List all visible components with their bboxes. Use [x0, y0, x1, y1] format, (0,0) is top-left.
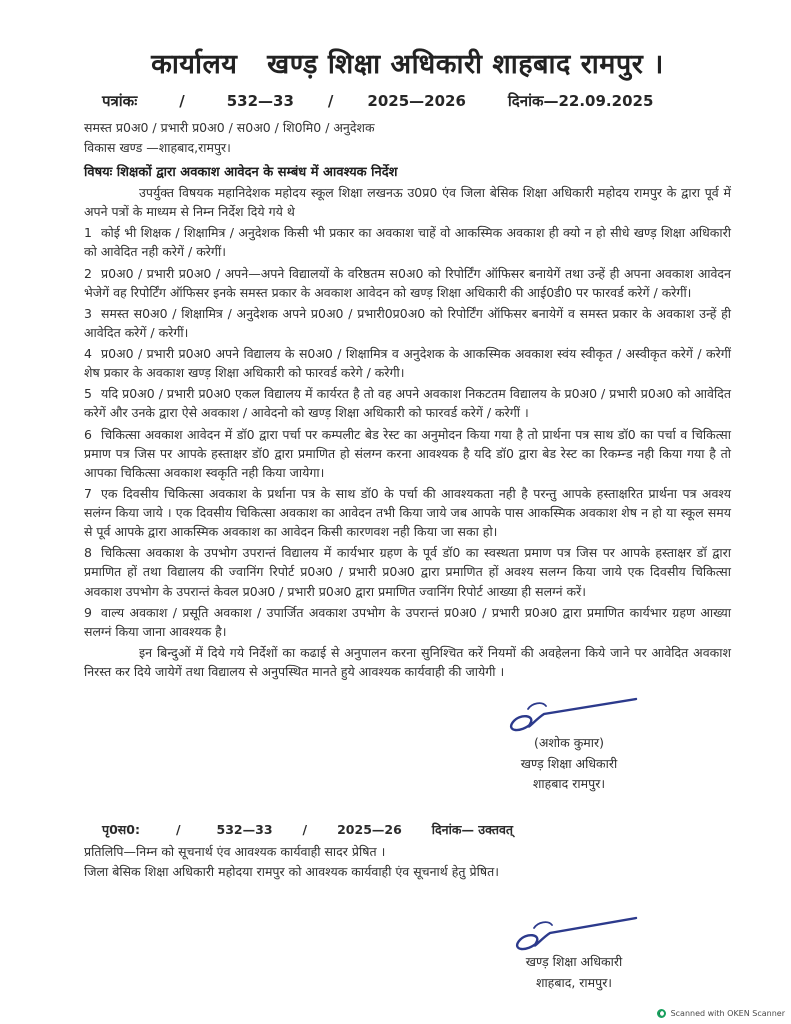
addressee-line: समस्त प्र0अ0 / प्रभारी प्र0अ0 / स0अ0 / शि0मि0 / अनुदेशक	[84, 120, 375, 135]
point-number: 6	[84, 426, 92, 442]
copy-line: जिला बेसिक शिक्षा अधिकारी महोदया रामपुर को आवश्यक कार्यवाही एंव सूचनार्थ हेतु प्रेषित।	[84, 864, 499, 880]
point-text: यदि प्र0अ0 / प्रभारी प्र0अ0 एकल विद्यालय में कार्यरत है तो वह अपने अवकाश निकटतम विद्यालय के प्र0अ0 / प्रभारी प्र0अ0 को आवेदित करेगें और उनके द्वारा ऐसे अवकाश / आवेदनो को खण्ड़ शिक्षा अधिकारी को फारवर्ड करेगें / करेगीं ।	[84, 386, 731, 421]
scanner-watermark-text: Scanned with OKEN Scanner	[670, 1009, 785, 1018]
point-text: समस्त स0अ0 / शिक्षामित्र / अनुदेशक अपने प्र0अ0 / प्रभारी0प्र0अ0 को रिपोर्टिंग ऑफिसर बनायेगें व समस्त प्रकार के अवकाश उन्हें ही आवेदित करेगें / करेगीं।	[84, 305, 731, 340]
instruction-point	[84, 543, 731, 600]
point-number: 5	[84, 386, 92, 402]
footer-ref-number: 532—33	[216, 822, 273, 837]
footer-ref-separator: /	[302, 822, 308, 837]
signatory-designation: खण्ड़ शिक्षा अधिकारी	[520, 755, 618, 771]
point-text: एक दिवसीय चिकित्सा अवकाश के प्रर्थाना पत्र के साथ डॉ0 के पर्चा की आवश्यकता नही है परन्तु आपके हस्ताक्षरित प्रार्थना पत्र अवश्य सलंग्न किया जाये । एक दिवसीय चिकित्सा अवकाश का आवेदन तभी किया जाये जब आपके पास आकस्मिक अवकाश शेष न हो या स्कूल समय से पूर्व आपके द्वारा आकस्मिक अवकाश का आवेदन किसी कारणवश नही किया जा सका हो।	[84, 485, 731, 540]
copy-reference-line	[102, 821, 731, 838]
point-number: 1	[84, 225, 92, 241]
letter-number-line	[102, 91, 731, 111]
instruction-point	[84, 264, 731, 302]
point-text: कोई भी शिक्षक / शिक्षामित्र / अनुदेशक किसी भी प्रकार का अवकाश चाहें वो आकस्मिक अवकाश ही क्यो न हो सीधे खण्ड़ शिक्षा अधिकारी को आवेदित नही करेगें / करेगीं।	[84, 225, 731, 260]
instruction-point	[84, 384, 731, 422]
point-text: चिकित्सा अवकाश आवेदन में डॉ0 द्वारा पर्चा पर कम्पलीट बेड रेस्ट का अनुमोदन किया गया है तो प्रार्थना पत्र साथ डॉ0 का पर्चा व चिकित्सा प्रमाण पत्र जिस पर आपके हस्ताक्षर डॉ0 द्वारा प्रमाणित हो संलग्न करना आवश्यक है यदि डॉ0 द्वारा बेड रेस्ट का रिकम्न्ड नही किया गया है तो आपका चिकित्सा अवकाश स्वकृति नही किया जायेगा।	[84, 426, 731, 480]
instruction-point	[84, 304, 731, 342]
footer-ref-date: दिनांक— उक्तवत्	[431, 822, 514, 837]
point-number: 7	[84, 485, 92, 501]
letter-body	[84, 183, 731, 681]
closing-paragraph: इन बिन्दुओं में दिये गये निर्देशों का कढाई से अनुपालन करना सुनिश्चित करें नियमों की अवहेलना किये जाने पर आवेदित अवकाश निरस्त कर दिये जायेगें तथा विद्यालय से अनुपस्थित मानते हुये आवश्यक कार्यवाही की जायेगी ।	[84, 644, 731, 679]
point-number: 3	[84, 305, 92, 321]
instruction-point	[84, 603, 731, 641]
signature-ink	[504, 909, 644, 953]
copy-line: प्रतिलिपि—निम्न को सूचनार्थ एंव आवश्यक कार्यवाही सादर प्रेषित ।	[84, 844, 386, 859]
signatory-place: शाहबाद, रामपुर।	[535, 974, 613, 990]
subject-line: विषयः शिक्षकों द्वारा अवकाश आवेदन के सम्बंध में आवश्यक निर्देश	[84, 165, 398, 180]
instruction-point	[84, 344, 731, 382]
signatory-name: (अशोक कुमार)	[533, 735, 605, 751]
copy-distribution-block	[84, 842, 731, 883]
ref-year: 2025—2026	[367, 92, 466, 110]
scanner-watermark	[657, 1009, 785, 1018]
intro-paragraph: उपर्युक्त विषयक महानिदेशक महोदय स्कूल शिक्षा लखनऊ उ0प्र0 एंव जिला बेसिक शिक्षा अधिकारी महोदय रामपुर के द्वारा पूर्व में अपने पत्रों के माध्यम से निम्न निर्देश दिये गये थे	[84, 185, 731, 220]
point-number: 8	[84, 545, 92, 561]
ref-separator: /	[179, 92, 185, 110]
ref-date: दिनांक—22.09.2025	[507, 92, 654, 110]
instruction-point	[84, 425, 731, 482]
signature-block-secondary	[474, 909, 674, 994]
footer-ref-year: 2025—26	[337, 822, 402, 837]
signature-ink	[494, 689, 644, 735]
point-text: प्र0अ0 / प्रभारी प्र0अ0 / अपने—अपने विद्यालयों के वरिष्ठतम स0अ0 को रिपोर्टिंग ऑफिसर बनायेगें तथा उन्हें ही अपना अवकाश आवेदन भेजेगें वह रिपोर्टिंग ऑफिसर इनके समस्त प्रकार के अवकाश आवेदन को खण्ड़ शिक्षा अधिकारी की आई0डी0 पर फारवर्ड करेगें / करेगीं।	[84, 265, 731, 300]
footer-ref-label: पृ0स0:	[102, 822, 140, 837]
point-number: 9	[84, 604, 92, 620]
office-letterhead-title: कार्यालय खण्ड़ शिक्षा अधिकारी शाहबाद रामपुर ।	[151, 49, 664, 80]
signatory-place: शाहबाद रामपुर।	[532, 776, 606, 792]
ref-number: 532—33	[226, 92, 294, 110]
ref-separator: /	[327, 92, 334, 110]
point-number: 2	[84, 265, 92, 281]
signature-block-primary	[469, 689, 669, 795]
footer-ref-separator: /	[175, 822, 181, 837]
addressee-block	[84, 118, 731, 158]
point-text: चिकित्सा अवकाश के उपभोग उपरान्तं विद्यालय में कार्यभार ग्रहण के पूर्व डॉ0 का स्वस्थता प्रमाण पत्र जिस पर आपके हस्ताक्षर डॉ द्वारा प्रमाणित हों तथा विद्यालय की ज्वानिंग रिपोर्ट प्र0अ0 / प्रभारी प्र0अ0 द्वारा प्रमाणित हों अवश्य सलग्न किया जाये एक दिवसीय चिकित्सा अवकाश उपभोग के उपरान्तं केवल प्र0अ0 / प्रभारी प्र0अ0 द्वारा प्रमाणित ज्वानिंग रिपोर्ट आख्या ही सलग्नं करें।	[84, 545, 731, 599]
oken-scanner-icon	[657, 1009, 666, 1018]
signatory-designation: खण्ड़ शिक्षा अधिकारी	[525, 953, 623, 969]
point-text: प्र0अ0 / प्रभारी प्र0अ0 अपने विद्यालय के स0अ0 / शिक्षामित्र व अनुदेशक के आकस्मिक अवकाश स्वंय स्वीकृत / अस्वीकृत करेगें / करेगीं शेष प्रकार के अवकाश खण्ड़ शिक्षा अधिकारी को फारवर्ड करेगे / करेगी।	[84, 346, 731, 381]
point-text: वाल्य अवकाश / प्रसूति अवकाश / उपार्जित अवकाश उपभोग के उपरान्तं प्र0अ0 / प्रभारी प्र0अ0 द्वारा प्रमाणित कार्यभार ग्रहण आख्या सलग्नं किया जाना आवश्यक है।	[84, 604, 731, 639]
ref-label: पत्रांकः	[102, 92, 138, 110]
instruction-point	[84, 484, 731, 541]
point-number: 4	[84, 346, 92, 361]
instruction-point	[84, 223, 731, 261]
addressee-line: विकास खण्ड —शाहबाद,रामपुर।	[84, 140, 231, 155]
